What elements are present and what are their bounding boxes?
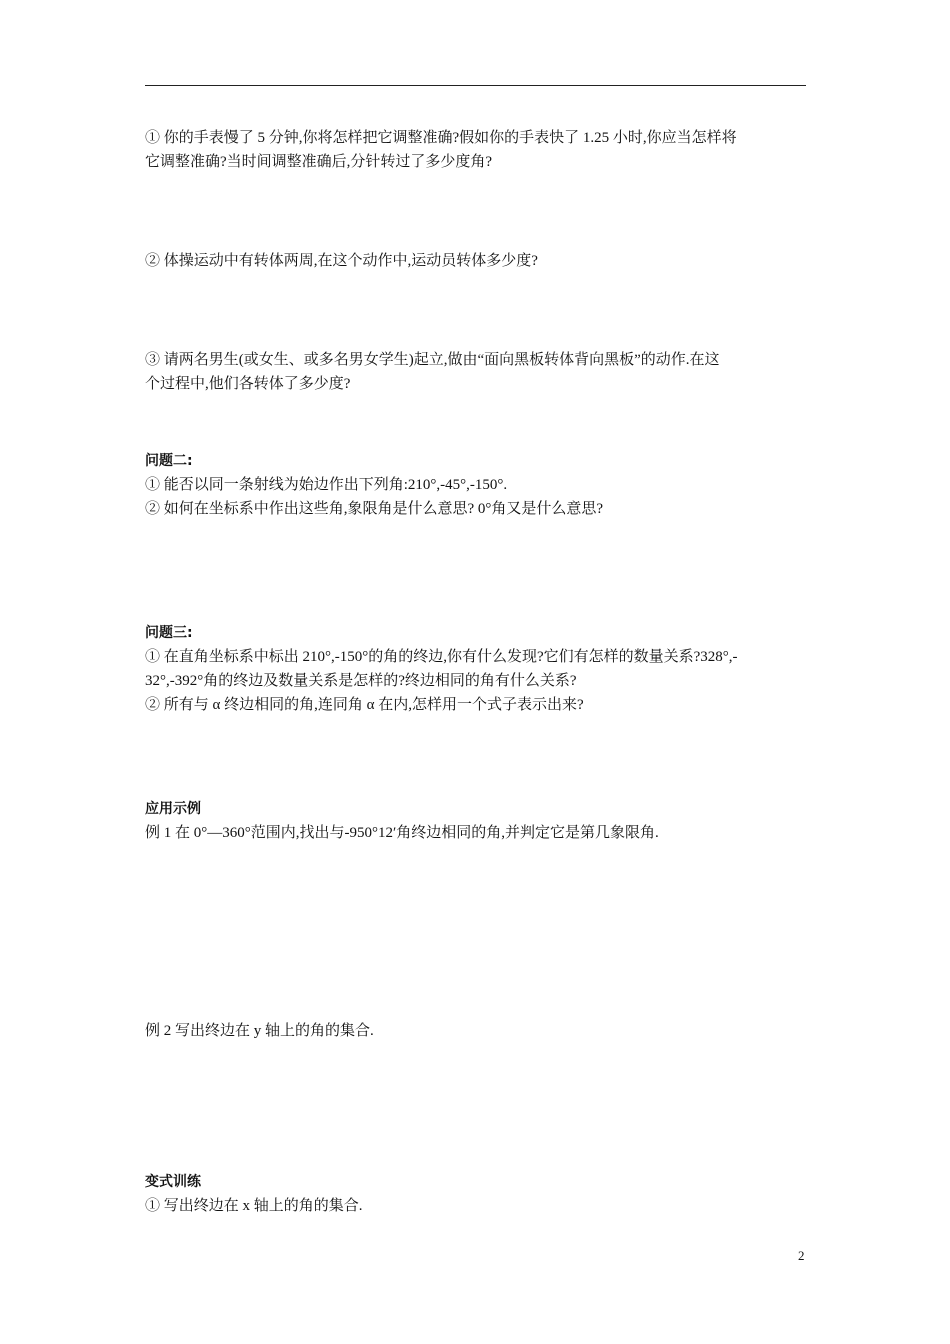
question-3-heading: 问题三: — [145, 625, 193, 641]
question-2-section — [145, 449, 810, 521]
question-3-item-1-line-2: 32°,-392°角的终边及数量关系是怎样的?终边相同的角有什么关系? — [145, 673, 577, 689]
variant-heading: 变式训练 — [145, 1174, 201, 1190]
example-1: 例 1 在 0°—360°范围内,找出与-950°12′角终边相同的角,并判定它是第几象限角. — [145, 825, 659, 841]
question-1-item-3 — [145, 348, 810, 396]
question-2-item-2: ② 如何在坐标系中作出这些角,象限角是什么意思? 0°角又是什么意思? — [145, 501, 604, 517]
example-2: 例 2 写出终边在 y 轴上的角的集合. — [145, 1023, 374, 1039]
variant-item-1: ① 写出终边在 x 轴上的角的集合. — [145, 1198, 363, 1214]
question-1-item-3-line-1: ③ 请两名男生(或女生、或多名男女学生)起立,做由“面向黑板转体背向黑板”的动作.在这 — [145, 352, 720, 368]
question-1-item-1-line-2: 它调整准确?当时间调整准确后,分针转过了多少度角? — [145, 154, 493, 170]
question-3-item-1-line-1: ① 在直角坐标系中标出 210°,-150°的角的终边,你有什么发现?它们有怎样的数量关系?328°,- — [145, 649, 738, 665]
question-3-section — [145, 621, 810, 717]
page-number: 2 — [798, 1248, 805, 1263]
question-1-item-3-line-2: 个过程中,他们各转体了多少度? — [145, 376, 351, 392]
header-rule — [145, 85, 806, 86]
application-section — [145, 797, 810, 845]
example-2-block — [145, 1019, 810, 1043]
application-heading: 应用示例 — [145, 801, 201, 817]
question-3-item-2: ② 所有与 α 终边相同的角,连同角 α 在内,怎样用一个式子表示出来? — [145, 697, 584, 713]
question-1-item-2 — [145, 249, 810, 273]
question-1-item-1 — [145, 126, 810, 174]
variant-section — [145, 1170, 810, 1218]
question-1-item-2-text: ② 体操运动中有转体两周,在这个动作中,运动员转体多少度? — [145, 253, 538, 269]
question-2-item-1: ① 能否以同一条射线为始边作出下列角:210°,-45°,-150°. — [145, 477, 508, 493]
question-2-heading: 问题二: — [145, 453, 193, 469]
question-1-item-1-line-1: ① 你的手表慢了 5 分钟,你将怎样把它调整准确?假如你的手表快了 1.25 小时,你应当怎样将 — [145, 130, 737, 146]
